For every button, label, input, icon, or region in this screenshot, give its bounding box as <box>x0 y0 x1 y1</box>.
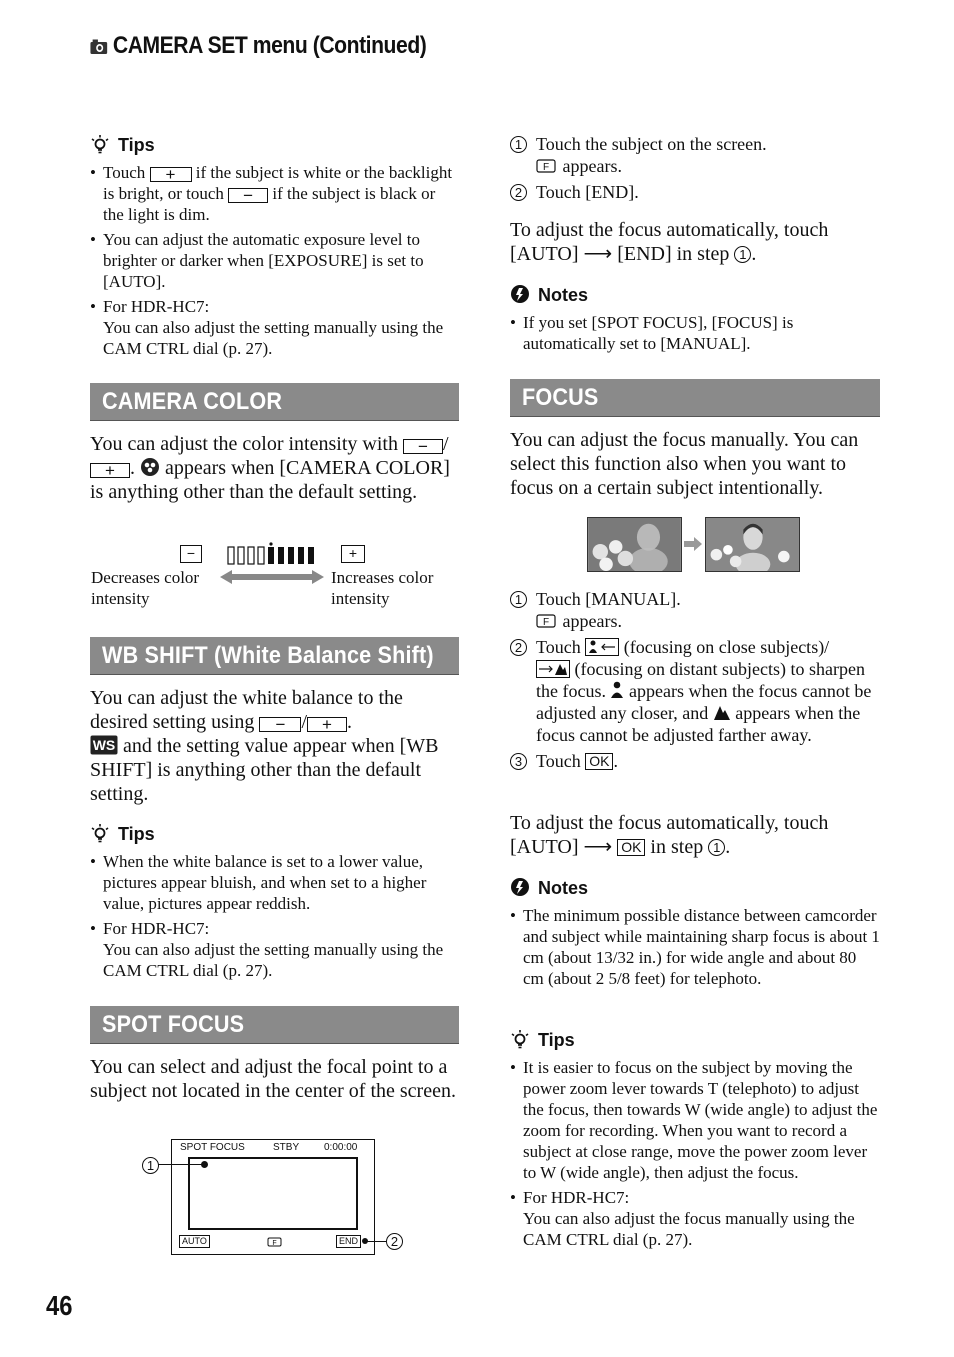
tip-item: • For HDR-HC7: You can also adjust the setting manually using the CAM CTRL dial (p. 27). <box>90 296 460 359</box>
callout-2: 2 <box>386 1233 403 1250</box>
decreases-label: Decreases color intensity <box>91 568 200 608</box>
minus-button-icon: − <box>259 717 301 732</box>
minus-box: − <box>180 545 202 563</box>
minus-button-icon: − <box>403 439 443 454</box>
section-heading-focus: FOCUS <box>510 379 880 417</box>
section-heading-camera-color: CAMERA COLOR <box>90 383 459 421</box>
section-heading-wb-shift: WB SHIFT (White Balance Shift) <box>90 637 459 675</box>
notes-focus <box>510 876 880 993</box>
tips-heading: Tips <box>90 822 460 846</box>
ok-button-icon: OK <box>617 839 645 856</box>
step-2: 2 Touch (focusing on close subjects)/ (focusing on distant subjects) to sharpen the focus. appears when the focus cannot be adjusted any closer, and appears when the focus cannot be adjusted farther away. <box>510 636 880 746</box>
step-3: 3 Touch OK . <box>510 750 880 772</box>
focus-paragraph: You can adjust the focus manually. You can select this function also when you want to focus on a certain subject intentionally. <box>510 429 859 499</box>
note-item: • The minimum possible distance between camcorder and subject while maintaining sharp focus is about 1 cm (about 13/32 in.) for wide angle and about 80 cm (about 2 5/8 feet) for telephoto. <box>510 905 880 989</box>
focus-auto-paragraph: To adjust the focus automatically, touch [AUTO] ⟶ OK in step 1 . <box>510 812 829 858</box>
notes-icon <box>510 284 530 304</box>
step-2: 2 Touch [END]. <box>510 181 880 203</box>
tips-focus <box>510 1028 880 1254</box>
camera-color-paragraph: You can adjust the color intensity with − /+ . appears when [CAMERA COLOR] is anything other than the default setting. <box>90 433 450 503</box>
tip-item: • When the white balance is set to a lower value, pictures appear bluish, and when set to a higher value, pictures appear reddish. <box>90 851 460 914</box>
step-1: 1 Touch the subject on the screen. F appears. <box>510 133 880 177</box>
screen-auto-button: AUTO <box>179 1235 210 1248</box>
mountain-icon <box>713 703 731 721</box>
tip-item: • For HDR-HC7: You can also adjust the setting manually using the CAM CTRL dial (p. 27). <box>90 918 460 981</box>
tip-item: • For HDR-HC7: You can also adjust the focus manually using the CAM CTRL dial (p. 27). <box>510 1187 880 1250</box>
plus-button-icon: + <box>307 717 347 732</box>
callout-1: 1 <box>142 1157 159 1174</box>
color-intensity-diagram <box>90 540 460 615</box>
tip-item: • It is easier to focus on the subject by moving the power zoom lever towards T (telephoto) to adjust the focus, then towards W (wide angle) to adjust the zoom for recording. When you want to record a subject at close range, move the power zoom lever to W (wide angle), then adjust the focus. <box>510 1057 880 1183</box>
plus-box: + <box>341 545 365 563</box>
focus-example-images <box>587 517 802 573</box>
sharp-photo <box>705 517 800 572</box>
plus-button-icon: + <box>90 463 130 478</box>
near-focus-icon <box>585 638 619 656</box>
screen-end-button: END <box>336 1235 361 1248</box>
lightbulb-icon <box>90 823 110 843</box>
lightbulb-icon <box>90 134 110 154</box>
double-arrow-icon <box>220 570 324 584</box>
wb-shift-paragraph: You can adjust the white balance to the desired setting using − / + . WS and the setting value appear when [WB SHIFT] is anything other than the default setting. <box>90 687 439 805</box>
increases-label: Increases color intensity <box>331 568 434 608</box>
step-1: 1 Touch [MANUAL]. F appears. <box>510 588 880 632</box>
svg-text:WS: WS <box>92 737 116 753</box>
svg-text:F: F <box>272 1240 277 1247</box>
lightbulb-icon <box>510 1029 530 1049</box>
page-header <box>90 32 426 60</box>
spot-focus-icon <box>267 1236 283 1248</box>
screen-title: SPOT FOCUS <box>180 1142 245 1153</box>
section-heading-spot-focus: SPOT FOCUS <box>90 1006 459 1044</box>
notes-icon <box>510 877 530 897</box>
person-icon <box>610 681 624 699</box>
notes-heading: Notes <box>510 283 880 307</box>
arrow-right-icon: ⟶ <box>583 836 613 858</box>
svg-text:F: F <box>542 162 550 173</box>
focus-steps <box>510 588 880 772</box>
tips-wb-shift <box>90 822 460 985</box>
spot-focus-steps <box>510 133 880 203</box>
blurred-photo <box>587 517 682 572</box>
tips-heading: Tips <box>510 1028 880 1052</box>
screen-stby: STBY <box>273 1142 300 1153</box>
notes-spot-focus <box>510 283 880 358</box>
tip-item: • You can adjust the automatic exposure level to brighter or darker when [EXPOSURE] is set to [AUTO]. <box>90 229 460 292</box>
spot-frame <box>188 1157 358 1230</box>
page-title: CAMERA SET menu (Continued) <box>112 32 427 59</box>
tip-item: • Touch + if the subject is white or the backlight is bright, or touch − if the subject is black or the light is dim. <box>90 162 460 225</box>
spot-focus-icon <box>536 159 558 173</box>
ok-button-icon: OK <box>585 753 613 770</box>
screen-time: 0:00:00 <box>324 1142 358 1153</box>
plus-button-icon: + <box>150 167 192 182</box>
notes-heading: Notes <box>510 876 880 900</box>
spot-focus-paragraph: You can select and adjust the focal point to a subject not located in the center of the screen. <box>90 1056 456 1102</box>
minus-button-icon: − <box>228 188 268 203</box>
tips-heading: Tips <box>90 133 460 157</box>
callout-line <box>158 1164 202 1165</box>
camera-color-indicator-icon <box>140 457 160 477</box>
touch-point <box>201 1161 208 1168</box>
spot-auto-paragraph: To adjust the focus automatically, touch [AUTO] ⟶ [END] in step 1 . <box>510 219 829 265</box>
note-item: • If you set [SPOT FOCUS], [FOCUS] is automatically set to [MANUAL]. <box>510 312 880 354</box>
manual-focus-icon <box>536 614 558 628</box>
far-focus-icon <box>536 660 570 678</box>
camera-icon <box>90 39 108 55</box>
arrow-right-icon <box>684 537 702 551</box>
spot-focus-screen-diagram <box>140 1138 410 1258</box>
tips-exposure <box>90 133 460 363</box>
callout-line <box>366 1241 386 1242</box>
svg-text:F: F <box>542 617 550 628</box>
wb-shift-icon <box>90 735 118 755</box>
arrow-right-icon: ⟶ <box>583 243 613 265</box>
page-number: 46 <box>46 1290 73 1321</box>
intensity-scale-icon <box>227 542 319 566</box>
